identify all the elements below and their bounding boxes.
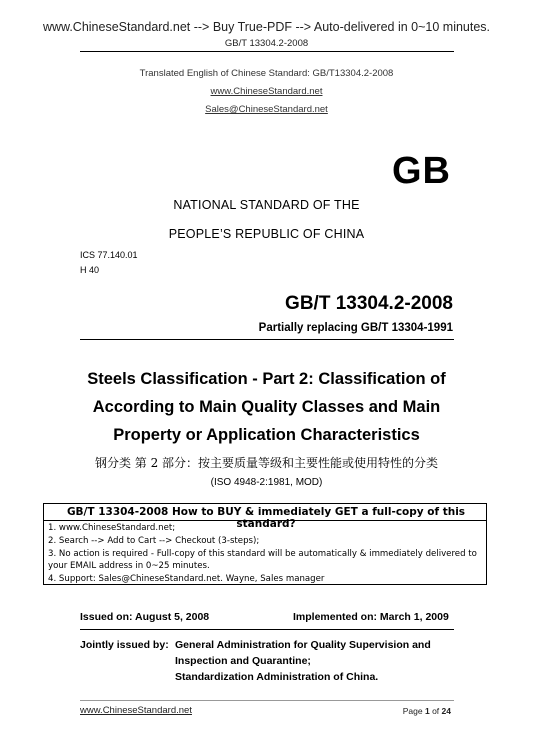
website-link[interactable]: www.ChineseStandard.net: [210, 86, 323, 97]
dates-divider: [80, 629, 454, 630]
page-total: 24: [441, 706, 451, 716]
header-divider: [80, 51, 454, 52]
buy-step-3-cont: your EMAIL address in 0~25 minutes.: [48, 561, 210, 571]
footer-website-link[interactable]: www.ChineseStandard.net: [80, 705, 192, 716]
title-divider: [80, 339, 454, 340]
page-prefix: Page: [402, 706, 425, 716]
header-standard-code: GB/T 13304.2-2008: [224, 38, 309, 49]
buy-step-1[interactable]: 1. www.ChineseStandard.net;: [48, 523, 176, 533]
replacing-note: Partially replacing GB/T 13304-1991: [258, 322, 453, 334]
title-line-1: Steels Classification - Part 2: Classification of: [87, 370, 446, 388]
chinese-title: 钢分类 第 2 部分：按主要质量等级和主要性能或使用特性的分类: [94, 456, 439, 470]
footer-divider: [80, 700, 454, 701]
issuer-line-1: General Administration for Quality Supervision and: [175, 639, 431, 651]
implemented-date: Implemented on: March 1, 2009: [293, 611, 449, 623]
buy-heading: GB/T 13304-2008 How to BUY & immediately GET a full-copy of this standard?: [66, 506, 466, 530]
title-line-3: Property or Application Characteristics: [113, 426, 420, 444]
email-link[interactable]: Sales@ChineseStandard.net: [205, 104, 328, 115]
buy-box-divider: [44, 520, 486, 521]
issuer-line-3: Standardization Administration of China.: [175, 671, 379, 683]
page-indicator: [403, 706, 451, 716]
iso-reference: (ISO 4948-2:1981, MOD): [210, 477, 323, 488]
issuers-label: Jointly issued by:: [80, 639, 169, 651]
page-mid: of: [429, 706, 442, 716]
header-banner: www.ChineseStandard.net --> Buy True-PDF --> Auto-delivered in 0~10 minutes.: [42, 20, 491, 34]
page-current: 1: [424, 706, 430, 716]
ics-code: ICS 77.140.01: [80, 250, 138, 260]
buy-step-2: 2. Search --> Add to Cart --> Checkout (3-steps);: [48, 536, 260, 546]
national-standard-line1: NATIONAL STANDARD OF THE: [173, 198, 360, 212]
standard-number: GB/T 13304.2-2008: [285, 293, 453, 314]
translation-line: Translated English of Chinese Standard: GB/T13304.2-2008: [139, 68, 394, 79]
issuer-line-2: Inspection and Quarantine;: [175, 655, 311, 667]
gb-mark: GB: [392, 150, 451, 192]
buy-info-box: [43, 503, 487, 585]
title-line-2: According to Main Quality Classes and Main: [92, 398, 441, 416]
buy-step-4: 4. Support: Sales@ChineseStandard.net. Wayne, Sales manager: [48, 574, 325, 584]
national-standard-line2: PEOPLE’S REPUBLIC OF CHINA: [168, 227, 365, 241]
ccs-code: H 40: [80, 265, 100, 275]
buy-step-3: 3. No action is required - Full-copy of this standard will be automatically & immediately delivered to: [48, 549, 477, 559]
issued-date: Issued on: August 5, 2008: [80, 611, 210, 623]
